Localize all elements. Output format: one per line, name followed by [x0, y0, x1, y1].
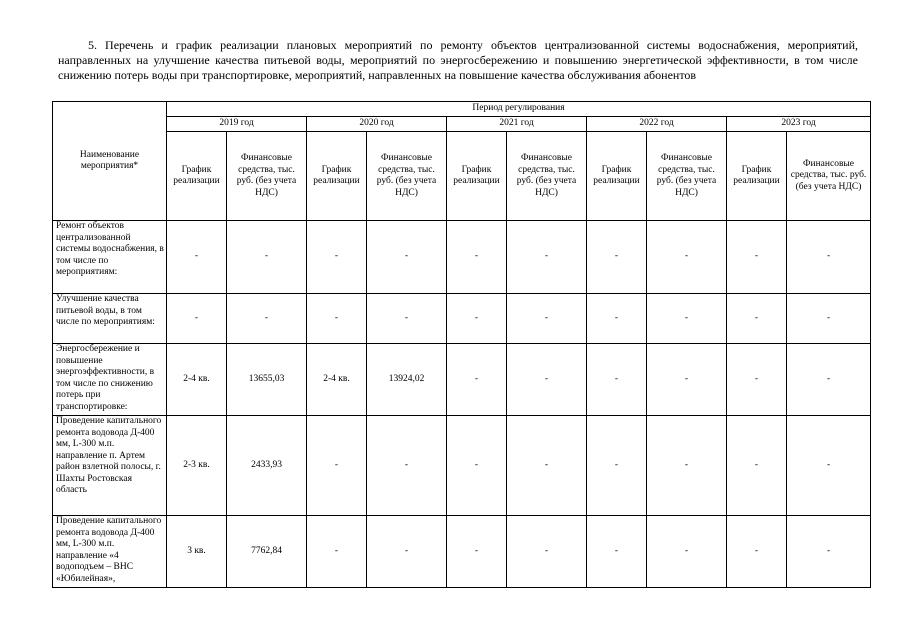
- year-header: 2022 год: [587, 117, 727, 132]
- schedule-cell: -: [447, 221, 507, 294]
- table-row: [53, 516, 871, 588]
- finance-cell: -: [367, 221, 447, 294]
- finance-cell: -: [367, 294, 447, 344]
- finance-cell: -: [367, 416, 447, 516]
- finance-cell: -: [507, 294, 587, 344]
- schedule-cell: -: [727, 416, 787, 516]
- finance-column-header: Финансовые средства, тыс. руб. (без учета НДС): [787, 132, 871, 221]
- schedule-cell: -: [727, 221, 787, 294]
- finance-cell: -: [787, 416, 871, 516]
- table-row: [53, 416, 871, 516]
- finance-cell: -: [507, 516, 587, 588]
- finance-cell: 13655,03: [227, 344, 307, 416]
- schedule-cell: -: [587, 516, 647, 588]
- schedule-cell: 2-4 кв.: [307, 344, 367, 416]
- schedule-cell: -: [587, 344, 647, 416]
- finance-cell: -: [787, 294, 871, 344]
- finance-column-header: Финансовые средства, тыс. руб. (без учета НДС): [227, 132, 307, 221]
- activity-name: Ремонт объектов централизованной системы водоснабжения, в том числе по мероприятиям:: [53, 221, 167, 294]
- finance-column-header: Финансовые средства, тыс. руб. (без учета НДС): [507, 132, 587, 221]
- finance-column-header: Финансовые средства, тыс. руб. (без учета НДС): [647, 132, 727, 221]
- schedule-cell: -: [587, 416, 647, 516]
- schedule-cell: 2-3 кв.: [167, 416, 227, 516]
- finance-cell: -: [647, 416, 727, 516]
- activity-name: Улучшение качества питьевой воды, в том числе по мероприятиям:: [53, 294, 167, 344]
- section-heading: 5. Перечень и график реализации плановых мероприятий по ремонту объектов централизованной системы водоснабжения, мероприятий, направленных на улучшение качества питьевой воды, мероприятий по энергосбережению и повышению энергетической эффективности, в том числе снижению потерь воды при транспортировке, мероприятий, направленных на повышение качества обслуживания абонентов: [58, 38, 858, 82]
- schedule-cell: -: [307, 221, 367, 294]
- activity-name: Проведение капитального ремонта водовода Д-400 мм, L-300 м.п. направление п. Артем район взлетной полосы, г. Шахты Ростовская область: [53, 416, 167, 516]
- schedule-cell: -: [167, 294, 227, 344]
- schedule-cell: -: [307, 516, 367, 588]
- finance-cell: -: [647, 344, 727, 416]
- schedule-cell: -: [587, 221, 647, 294]
- table-row: [53, 344, 871, 416]
- finance-cell: -: [647, 516, 727, 588]
- schedule-column-header: График реализации: [167, 132, 227, 221]
- finance-cell: -: [787, 516, 871, 588]
- name-column-header: Наименование мероприятия*: [53, 102, 167, 221]
- schedule-cell: -: [727, 516, 787, 588]
- year-header: 2023 год: [727, 117, 871, 132]
- period-header: Период регулирования: [167, 102, 871, 117]
- schedule-column-header: График реализации: [727, 132, 787, 221]
- schedule-cell: -: [727, 344, 787, 416]
- finance-cell: -: [507, 221, 587, 294]
- finance-cell: -: [507, 416, 587, 516]
- table-row: [53, 221, 871, 294]
- schedule-cell: -: [587, 294, 647, 344]
- table-row: [53, 294, 871, 344]
- finance-cell: -: [787, 344, 871, 416]
- finance-cell: -: [227, 221, 307, 294]
- activity-name: Проведение капитального ремонта водовода Д-400 мм, L-300 м.п. направление «4 водоподъем – ВНС «Юбилейная»,: [53, 516, 167, 588]
- activity-name: Энергосбережение и повышение энергоэффективности, в том числе по снижению потерь при транспортировке:: [53, 344, 167, 416]
- year-header: 2021 год: [447, 117, 587, 132]
- schedule-cell: -: [447, 416, 507, 516]
- finance-cell: -: [507, 344, 587, 416]
- finance-cell: -: [647, 294, 727, 344]
- schedule-column-header: График реализации: [447, 132, 507, 221]
- schedule-cell: -: [447, 516, 507, 588]
- schedule-column-header: График реализации: [307, 132, 367, 221]
- year-header: 2019 год: [167, 117, 307, 132]
- schedule-cell: -: [307, 294, 367, 344]
- finance-cell: -: [227, 294, 307, 344]
- schedule-column-header: График реализации: [587, 132, 647, 221]
- schedule-cell: -: [727, 294, 787, 344]
- finance-cell: -: [787, 221, 871, 294]
- activities-table: [52, 101, 871, 588]
- finance-cell: -: [647, 221, 727, 294]
- finance-cell: -: [367, 516, 447, 588]
- schedule-cell: 2-4 кв.: [167, 344, 227, 416]
- schedule-cell: 3 кв.: [167, 516, 227, 588]
- schedule-cell: -: [447, 344, 507, 416]
- schedule-cell: -: [167, 221, 227, 294]
- schedule-cell: -: [307, 416, 367, 516]
- finance-cell: 13924,02: [367, 344, 447, 416]
- finance-column-header: Финансовые средства, тыс. руб. (без учета НДС): [367, 132, 447, 221]
- finance-cell: 7762,84: [227, 516, 307, 588]
- schedule-cell: -: [447, 294, 507, 344]
- year-header: 2020 год: [307, 117, 447, 132]
- finance-cell: 2433,93: [227, 416, 307, 516]
